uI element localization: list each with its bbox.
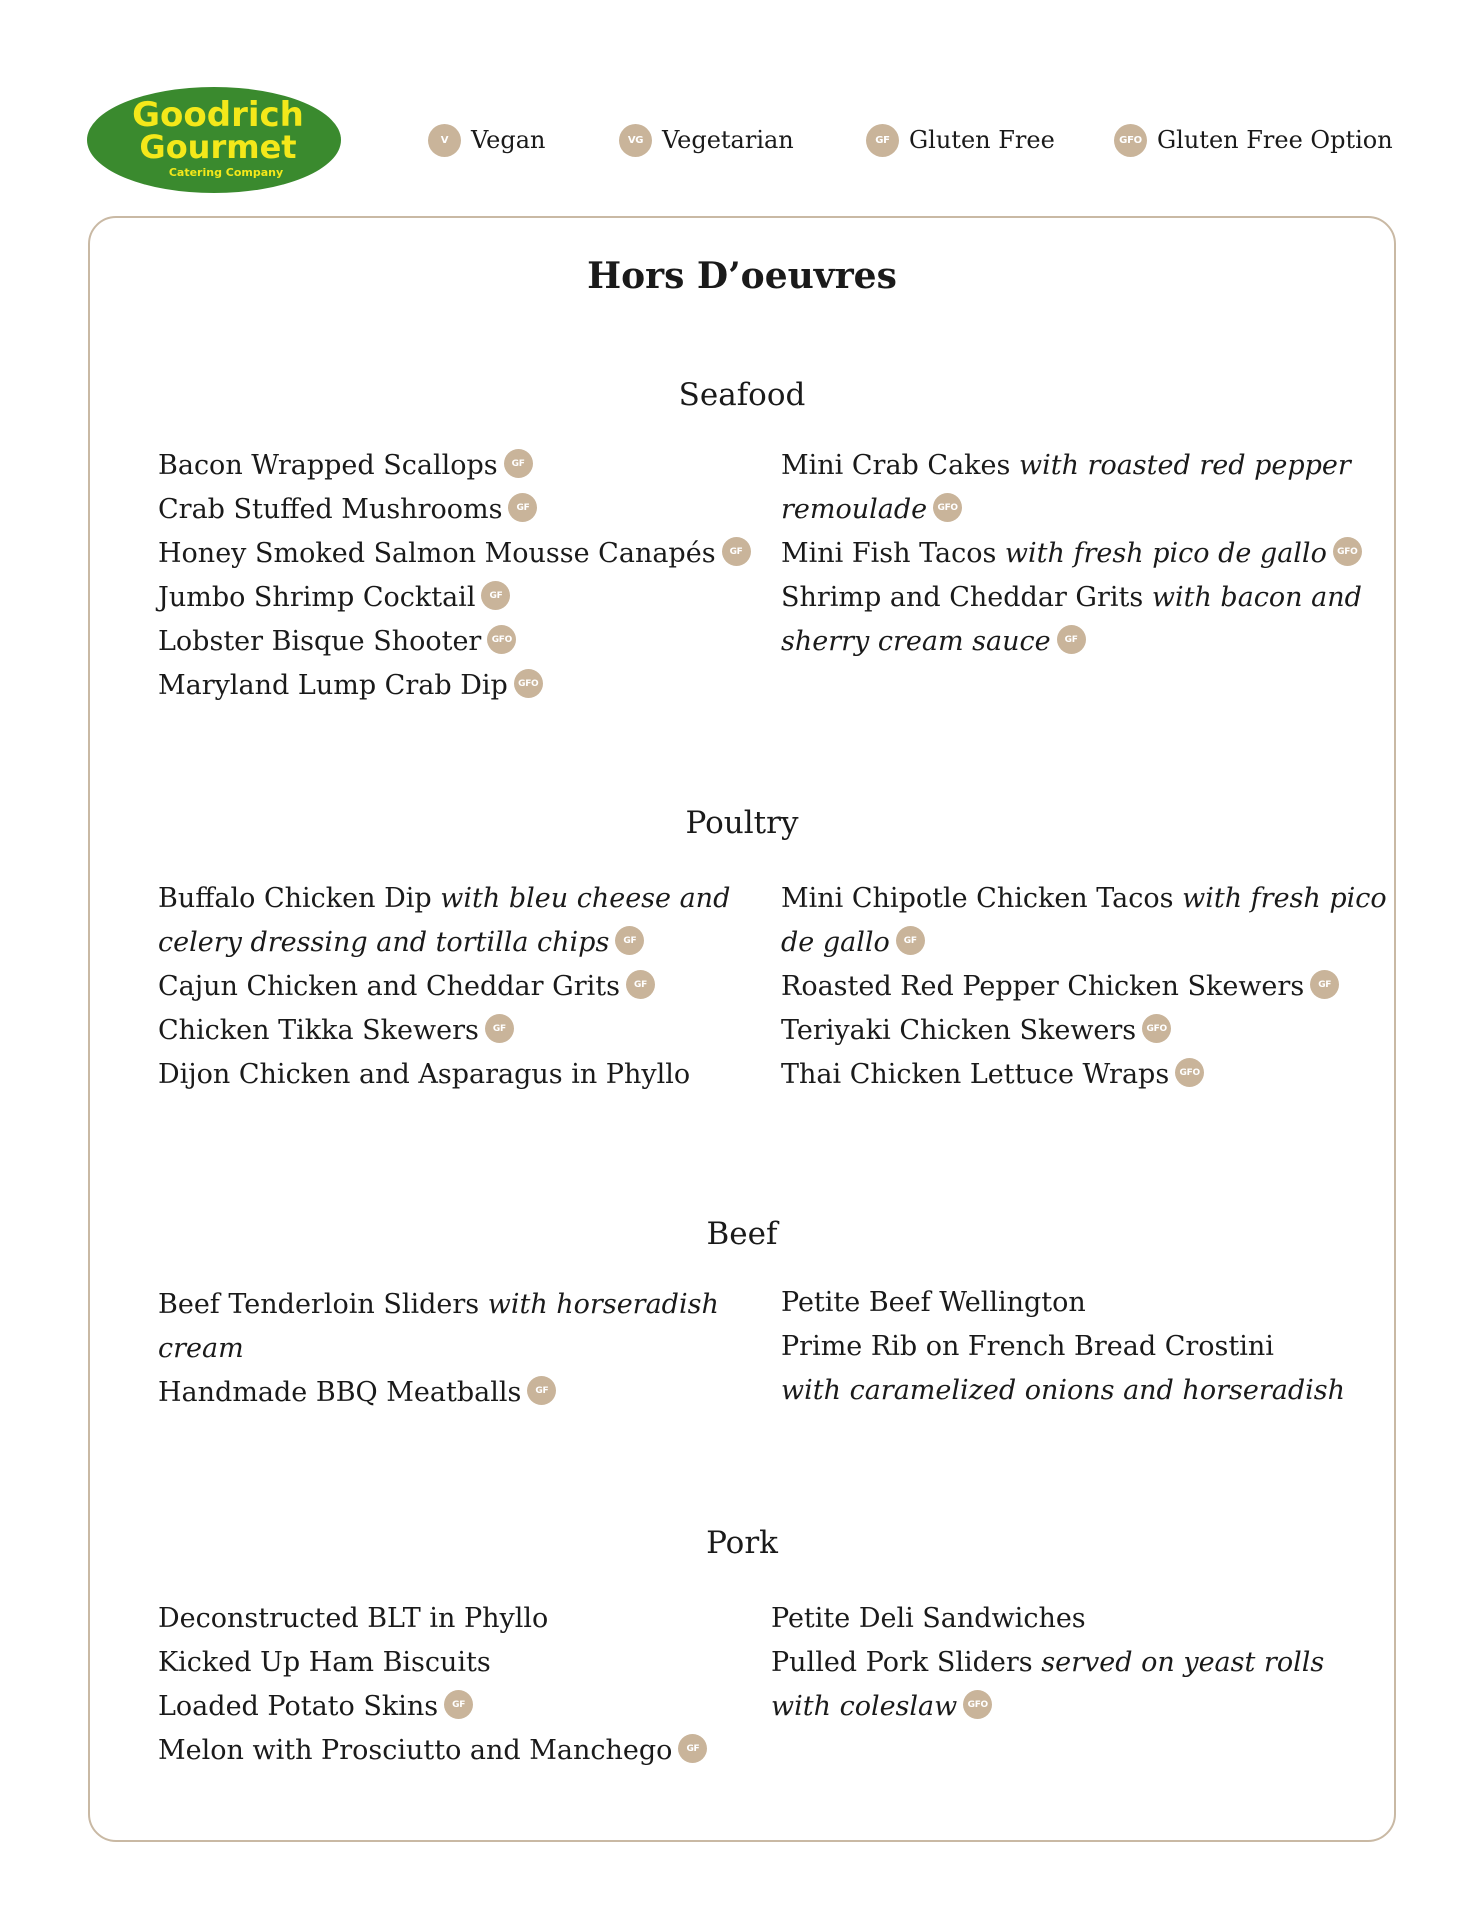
menu-item-line (158, 1641, 707, 1685)
gluten-free-badge-icon: GF (678, 1734, 707, 1763)
legend-gluten-free-option (1114, 120, 1393, 160)
seafood-left-column (158, 444, 751, 708)
gluten-free-option-badge-icon: GFO (1142, 1014, 1171, 1043)
menu-item-description-continued: cream (158, 1333, 244, 1364)
menu-item-line (158, 532, 751, 576)
menu-item (158, 965, 730, 1009)
menu-item-line (158, 1371, 719, 1415)
pork-right-column (771, 1597, 1324, 1729)
menu-item-name: Pulled Pork Sliders (771, 1647, 1033, 1678)
menu-item-line (158, 1009, 730, 1053)
gluten-free-badge-icon: GF (504, 449, 533, 478)
menu-item-line (781, 532, 1362, 576)
gluten-free-badge-icon: GF (626, 970, 655, 999)
legend-vegan (428, 120, 545, 160)
menu-item-name: Deconstructed BLT in Phyllo (158, 1603, 549, 1634)
menu-item-line (158, 1597, 707, 1641)
menu-item-line (781, 877, 1387, 921)
logo-line1: Goodrich (132, 95, 304, 135)
menu-item (781, 576, 1362, 664)
menu-item-name: Buffalo Chicken Dip (158, 883, 432, 914)
menu-item-line (158, 877, 730, 921)
gluten-free-badge-icon: GF (1310, 970, 1339, 999)
section-heading-beef: Beef (706, 1216, 778, 1252)
menu-item-name: Dijon Chicken and Asparagus in Phyllo (158, 1059, 691, 1090)
menu-item (771, 1641, 1324, 1729)
menu-item (781, 877, 1387, 965)
menu-item-name: Prime Rib on French Bread Crostini (781, 1331, 1274, 1362)
menu-item-line (158, 1327, 719, 1371)
menu-item-description: with fresh pico (1182, 883, 1387, 914)
menu-item-line (158, 620, 751, 664)
menu-item-line (781, 1369, 1345, 1413)
menu-item-line (158, 965, 730, 1009)
menu-item-name: Loaded Potato Skins (158, 1691, 439, 1722)
gluten-free-option-badge-icon: GFO (963, 1690, 992, 1719)
menu-item-description: with bacon and (1151, 582, 1362, 613)
menu-item (158, 1641, 707, 1685)
menu-item-name: Mini Crab Cakes (781, 450, 1011, 481)
menu-item (158, 620, 751, 664)
poultry-right-column (781, 877, 1387, 1097)
menu-item-line (781, 620, 1362, 664)
menu-item (781, 1053, 1387, 1097)
menu-item-name: Petite Beef Wellington (781, 1287, 1086, 1318)
menu-item-name: Roasted Red Pepper Chicken Skewers (781, 971, 1305, 1002)
gluten-free-badge-icon: GF (527, 1376, 556, 1405)
menu-item-line (158, 664, 751, 708)
gluten-free-badge-icon: GF (722, 537, 751, 566)
gluten-free-option-badge-icon: GFO (1114, 124, 1147, 157)
menu-item-name: Honey Smoked Salmon Mousse Canapés (158, 538, 716, 569)
menu-item (781, 1281, 1345, 1325)
menu-item-description-continued: sherry cream sauce (781, 626, 1051, 657)
menu-item-description: with bleu cheese and (440, 883, 731, 914)
menu-item-line (781, 1053, 1387, 1097)
menu-item (781, 444, 1362, 532)
menu-item-line (158, 444, 751, 488)
seafood-right-column (781, 444, 1362, 664)
menu-item-description-continued: de gallo (781, 927, 890, 958)
menu-item (158, 1283, 719, 1371)
menu-item-name: Mini Chipotle Chicken Tacos (781, 883, 1174, 914)
menu-item-description-continued: celery dressing and tortilla chips (158, 927, 610, 958)
legend-label: Gluten Free (909, 126, 1055, 154)
menu-item-line (781, 1281, 1345, 1325)
gluten-free-badge-icon: GF (866, 124, 899, 157)
gluten-free-badge-icon: GF (485, 1014, 514, 1043)
menu-item-line (771, 1685, 1324, 1729)
menu-item-line (781, 488, 1362, 532)
menu-item-description: served on yeast rolls (1041, 1647, 1325, 1678)
gluten-free-badge-icon: GF (1057, 625, 1086, 654)
legend-vegetarian (619, 120, 794, 160)
logo-line2: Gourmet (139, 128, 297, 166)
legend-label: Vegetarian (662, 126, 794, 154)
vegan-badge-icon: V (428, 124, 461, 157)
menu-item-line (781, 965, 1387, 1009)
gluten-free-option-badge-icon: GFO (1175, 1058, 1204, 1087)
menu-item-name: Mini Fish Tacos (781, 538, 997, 569)
menu-item (158, 488, 751, 532)
menu-item-line (781, 444, 1362, 488)
menu-item-line (771, 1597, 1324, 1641)
menu-item-name: Shrimp and Cheddar Grits (781, 582, 1144, 613)
section-heading-poultry: Poultry (685, 805, 799, 841)
gluten-free-badge-icon: GF (444, 1690, 473, 1719)
menu-item-description-continued: with coleslaw (771, 1691, 958, 1722)
poultry-left-column (158, 877, 730, 1097)
menu-item-line (158, 576, 751, 620)
menu-item-line (771, 1641, 1324, 1685)
gluten-free-badge-icon: GF (508, 493, 537, 522)
section-heading-seafood: Seafood (678, 377, 806, 413)
legend-label: Vegan (471, 126, 546, 154)
menu-item-name: Teriyaki Chicken Skewers (781, 1015, 1137, 1046)
menu-item-name: Cajun Chicken and Cheddar Grits (158, 971, 620, 1002)
menu-item-description-continued: with caramelized onions and horseradish (781, 1375, 1345, 1406)
menu-item-line (158, 1685, 707, 1729)
menu-item-name: Handmade BBQ Meatballs (158, 1377, 522, 1408)
menu-item-line (158, 488, 751, 532)
gluten-free-badge-icon: GF (615, 926, 644, 955)
menu-item-name: Maryland Lump Crab Dip (158, 670, 508, 701)
menu-item (158, 576, 751, 620)
menu-item-line (781, 1009, 1387, 1053)
menu-item-line (158, 1053, 730, 1097)
menu-item (158, 532, 751, 576)
page-title: Hors D’oeuvres (587, 255, 897, 297)
menu-item-description: with fresh pico de gallo (1004, 538, 1327, 569)
menu-item-name: Jumbo Shrimp Cocktail (158, 582, 476, 613)
menu-item-description: with horseradish (487, 1289, 719, 1320)
gluten-free-badge-icon: GF (481, 581, 510, 610)
menu-item-line (781, 921, 1387, 965)
beef-left-column (158, 1283, 719, 1415)
menu-item (158, 1597, 707, 1641)
menu-item-line (158, 1729, 707, 1773)
gluten-free-option-badge-icon: GFO (933, 493, 962, 522)
menu-item-name: Chicken Tikka Skewers (158, 1015, 479, 1046)
legend-gluten-free (866, 120, 1055, 160)
legend-label: Gluten Free Option (1157, 126, 1393, 154)
menu-item-line (781, 576, 1362, 620)
beef-right-column (781, 1281, 1345, 1413)
menu-item-name: Beef Tenderloin Sliders (158, 1289, 480, 1320)
gluten-free-badge-icon: GF (896, 926, 925, 955)
section-heading-pork: Pork (706, 1525, 778, 1561)
menu-item (158, 1009, 730, 1053)
menu-item-description: with roasted red pepper (1018, 450, 1351, 481)
menu-item (781, 965, 1387, 1009)
menu-item (158, 1053, 730, 1097)
menu-item-line (781, 1325, 1345, 1369)
menu-item-name: Petite Deli Sandwiches (771, 1603, 1086, 1634)
menu-item-line (158, 1283, 719, 1327)
menu-item-name: Melon with Prosciutto and Manchego (158, 1735, 673, 1766)
gluten-free-option-badge-icon: GFO (1333, 537, 1362, 566)
vegetarian-badge-icon: VG (619, 124, 652, 157)
menu-item (158, 1371, 719, 1415)
menu-item-name: Bacon Wrapped Scallops (158, 450, 498, 481)
goodrich-gourmet-logo (86, 86, 342, 194)
menu-item (771, 1597, 1324, 1641)
menu-item-name: Lobster Bisque Shooter (158, 626, 482, 657)
gluten-free-option-badge-icon: GFO (487, 625, 516, 654)
menu-item (158, 444, 751, 488)
menu-item-name: Crab Stuffed Mushrooms (158, 494, 503, 525)
menu-item (158, 1685, 707, 1729)
menu-item (158, 1729, 707, 1773)
menu-item-name: Kicked Up Ham Biscuits (158, 1647, 491, 1678)
menu-item-line (158, 921, 730, 965)
menu-item (781, 1325, 1345, 1413)
menu-item-description-continued: remoulade (781, 494, 928, 525)
gluten-free-option-badge-icon: GFO (514, 669, 543, 698)
pork-left-column (158, 1597, 707, 1773)
logo-line3: Catering Company (168, 166, 284, 179)
menu-item-name: Thai Chicken Lettuce Wraps (781, 1059, 1170, 1090)
menu-item (158, 664, 751, 708)
menu-item (781, 532, 1362, 576)
menu-item (158, 877, 730, 965)
menu-item (781, 1009, 1387, 1053)
